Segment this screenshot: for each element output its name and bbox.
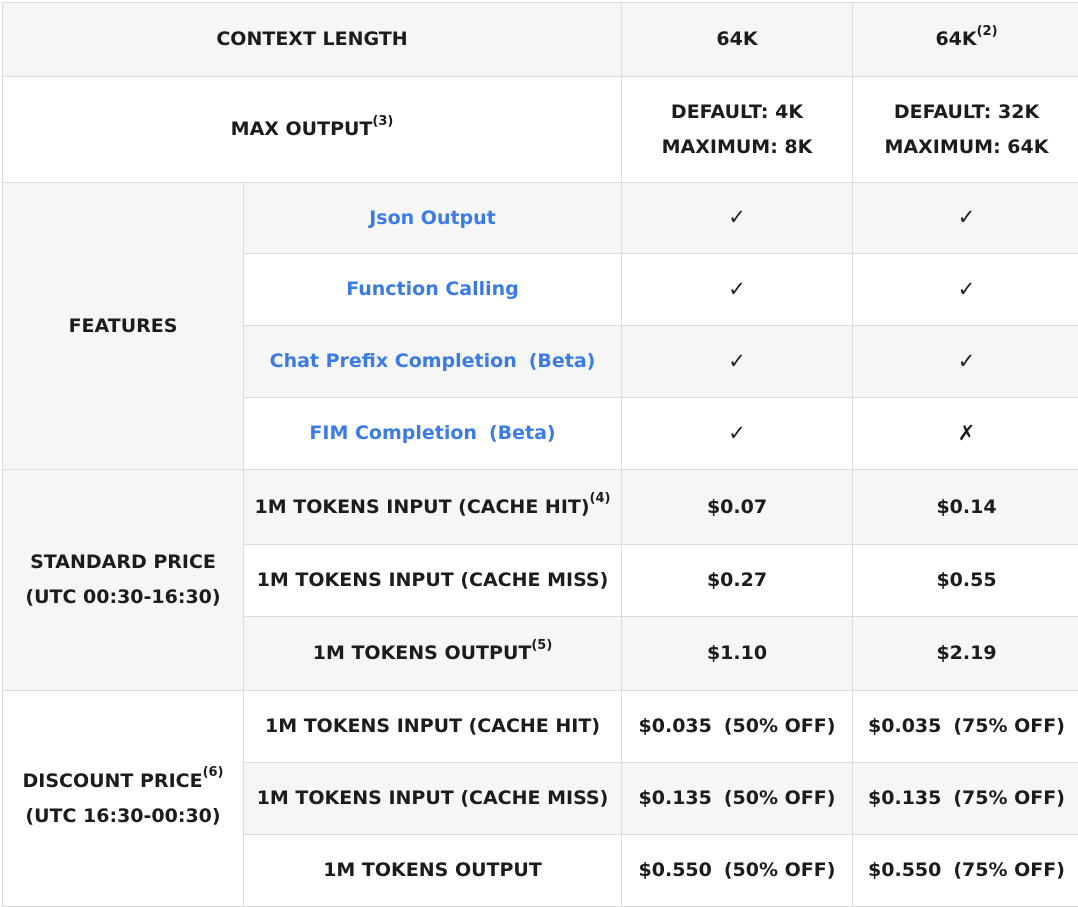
price-col2: $0.135 (75% OFF) <box>853 763 1078 835</box>
feature-support-col2: ✓ <box>853 183 1078 254</box>
price-item-name: 1M TOKENS INPUT (CACHE HIT)$^{(4)}$ <box>244 470 622 545</box>
price-col1: $0.550 (50% OFF) <box>622 835 853 907</box>
context-length-col1: 64K <box>622 3 853 77</box>
context-length-row <box>3 3 1078 77</box>
price-col2: $0.55 <box>853 545 1078 617</box>
footnote-ref: (2) <box>977 24 998 39</box>
price-col2: $0.550 (75% OFF) <box>853 835 1078 907</box>
feature-support-col2: ✓ <box>853 326 1078 398</box>
feature-name[interactable] <box>244 398 622 470</box>
price-item-name: 1M TOKENS INPUT (CACHE MISS) <box>244 763 622 835</box>
feature-name[interactable] <box>244 254 622 326</box>
feature-link[interactable]: Chat Prefix Completion (Beta) <box>270 350 596 372</box>
price-col1: $0.07 <box>622 470 853 545</box>
feature-link[interactable]: FIM Completion (Beta) <box>309 422 555 444</box>
price-item-name: 1M TOKENS INPUT (CACHE HIT) <box>244 691 622 763</box>
price-col1: $0.135 (50% OFF) <box>622 763 853 835</box>
feature-support-col1: ✓ <box>622 398 853 470</box>
price-col1: $0.27 <box>622 545 853 617</box>
footnote-ref: (5) <box>531 638 552 653</box>
feature-name[interactable] <box>244 183 622 254</box>
price-col2: $2.19 <box>853 617 1078 691</box>
standard-price-label: STANDARD PRICE (UTC 00:30-16:30) <box>3 470 244 691</box>
feature-support-col2: ✗ <box>853 398 1078 470</box>
feature-support-col1: ✓ <box>622 326 853 398</box>
price-item-name: 1M TOKENS OUTPUT <box>244 835 622 907</box>
price-col2: $0.035 (75% OFF) <box>853 691 1078 763</box>
price-row <box>3 470 1078 545</box>
price-col1: $0.035 (50% OFF) <box>622 691 853 763</box>
discount-price-label: DISCOUNT PRICE$^{(6)}$ (UTC 16:30-00:30) <box>3 691 244 907</box>
footnote-ref: (6) <box>203 765 224 780</box>
max-output-col2: DEFAULT: 32K MAXIMUM: 64K <box>853 77 1078 183</box>
feature-link[interactable]: Function Calling <box>346 278 519 300</box>
feature-support-col1: ✓ <box>622 183 853 254</box>
price-item-name: 1M TOKENS OUTPUT$^{(5)}$ <box>244 617 622 691</box>
max-output-label: MAX OUTPUT$^{(3)}$ <box>3 77 622 183</box>
feature-row <box>3 183 1078 254</box>
price-item-name: 1M TOKENS INPUT (CACHE MISS) <box>244 545 622 617</box>
pricing-table <box>2 2 1078 907</box>
price-col1: $1.10 <box>622 617 853 691</box>
feature-support-col2: ✓ <box>853 254 1078 326</box>
features-label: FEATURES <box>3 183 244 470</box>
feature-link[interactable]: Json Output <box>369 207 496 229</box>
max-output-row <box>3 77 1078 183</box>
price-col2: $0.14 <box>853 470 1078 545</box>
feature-support-col1: ✓ <box>622 254 853 326</box>
feature-name[interactable] <box>244 326 622 398</box>
footnote-ref: (4) <box>590 491 611 506</box>
footnote-ref: (3) <box>372 114 393 129</box>
context-length-label: CONTEXT LENGTH <box>3 3 622 77</box>
context-length-col2: $64K^{(2)}$ <box>853 3 1078 77</box>
price-row <box>3 691 1078 763</box>
max-output-col1: DEFAULT: 4K MAXIMUM: 8K <box>622 77 853 183</box>
